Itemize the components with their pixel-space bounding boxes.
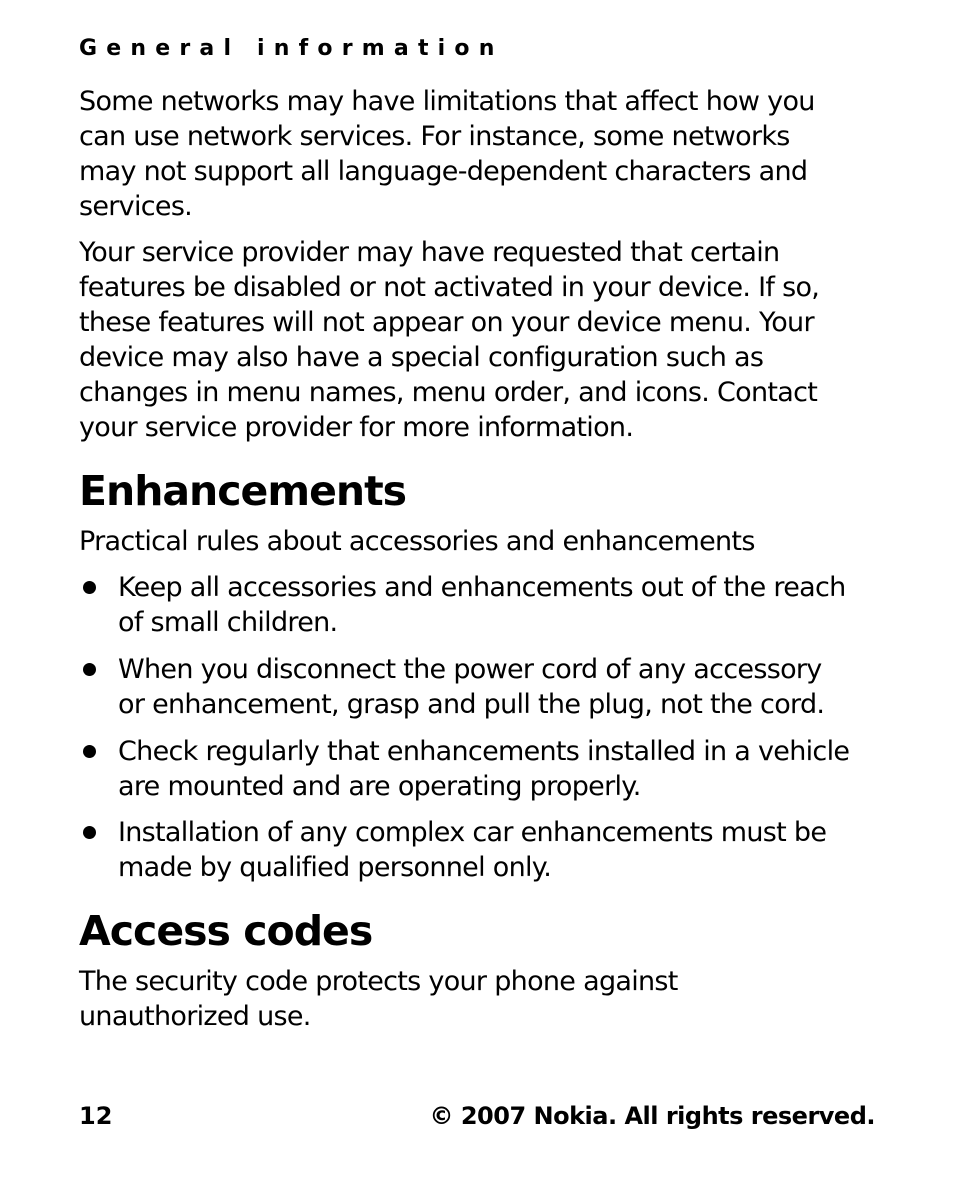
bullet-dot-icon bbox=[83, 663, 96, 676]
access-codes-heading: Access codes bbox=[79, 907, 373, 955]
text-line: your service provider for more information. bbox=[79, 412, 634, 443]
access-codes-paragraph bbox=[79, 964, 678, 1034]
text-line: may not support all language-dependent characters and bbox=[79, 156, 808, 187]
text-line: features be disabled or not activated in your device. If so, bbox=[79, 272, 820, 303]
text-line: unauthorized use. bbox=[79, 1001, 311, 1032]
text-line: device may also have a special configuration such as bbox=[79, 342, 764, 373]
manual-page bbox=[79, 0, 879, 1180]
bullet-dot-icon bbox=[83, 745, 96, 758]
text-line: Check regularly that enhancements installed in a vehicle bbox=[118, 736, 850, 767]
text-line: Practical rules about accessories and enhancements bbox=[79, 526, 755, 557]
page-number: 12 bbox=[79, 1102, 113, 1130]
text-line: services. bbox=[79, 191, 193, 222]
text-line: or enhancement, grasp and pull the plug, not the cord. bbox=[118, 689, 825, 720]
bullet-text bbox=[118, 652, 824, 722]
text-line: these features will not appear on your device menu. Your bbox=[79, 307, 814, 338]
text-line: The security code protects your phone against bbox=[79, 966, 678, 997]
intro-paragraph-1 bbox=[79, 84, 815, 224]
text-line: of small children. bbox=[118, 607, 338, 638]
enhancements-heading: Enhancements bbox=[79, 467, 407, 515]
text-line: Your service provider may have requested that certain bbox=[79, 237, 780, 268]
bullet-dot-icon bbox=[83, 581, 96, 594]
text-line: changes in menu names, menu order, and icons. Contact bbox=[79, 377, 818, 408]
running-header: General information bbox=[79, 36, 504, 61]
intro-paragraph-2 bbox=[79, 235, 819, 445]
bullet-text bbox=[118, 570, 846, 640]
bullet-dot-icon bbox=[83, 826, 96, 839]
enhancements-lead bbox=[79, 524, 755, 559]
text-line: Some networks may have limitations that affect how you bbox=[79, 86, 815, 117]
bullet-text bbox=[118, 815, 826, 885]
copyright-notice: © 2007 Nokia. All rights reserved. bbox=[429, 1102, 875, 1130]
text-line: can use network services. For instance, some networks bbox=[79, 121, 790, 152]
bullet-text bbox=[118, 734, 849, 804]
text-line: Installation of any complex car enhancements must be bbox=[118, 817, 827, 848]
text-line: When you disconnect the power cord of any accessory bbox=[118, 654, 822, 685]
text-line: made by qualified personnel only. bbox=[118, 852, 552, 883]
text-line: Keep all accessories and enhancements out of the reach bbox=[118, 572, 846, 603]
text-line: are mounted and are operating properly. bbox=[118, 771, 641, 802]
